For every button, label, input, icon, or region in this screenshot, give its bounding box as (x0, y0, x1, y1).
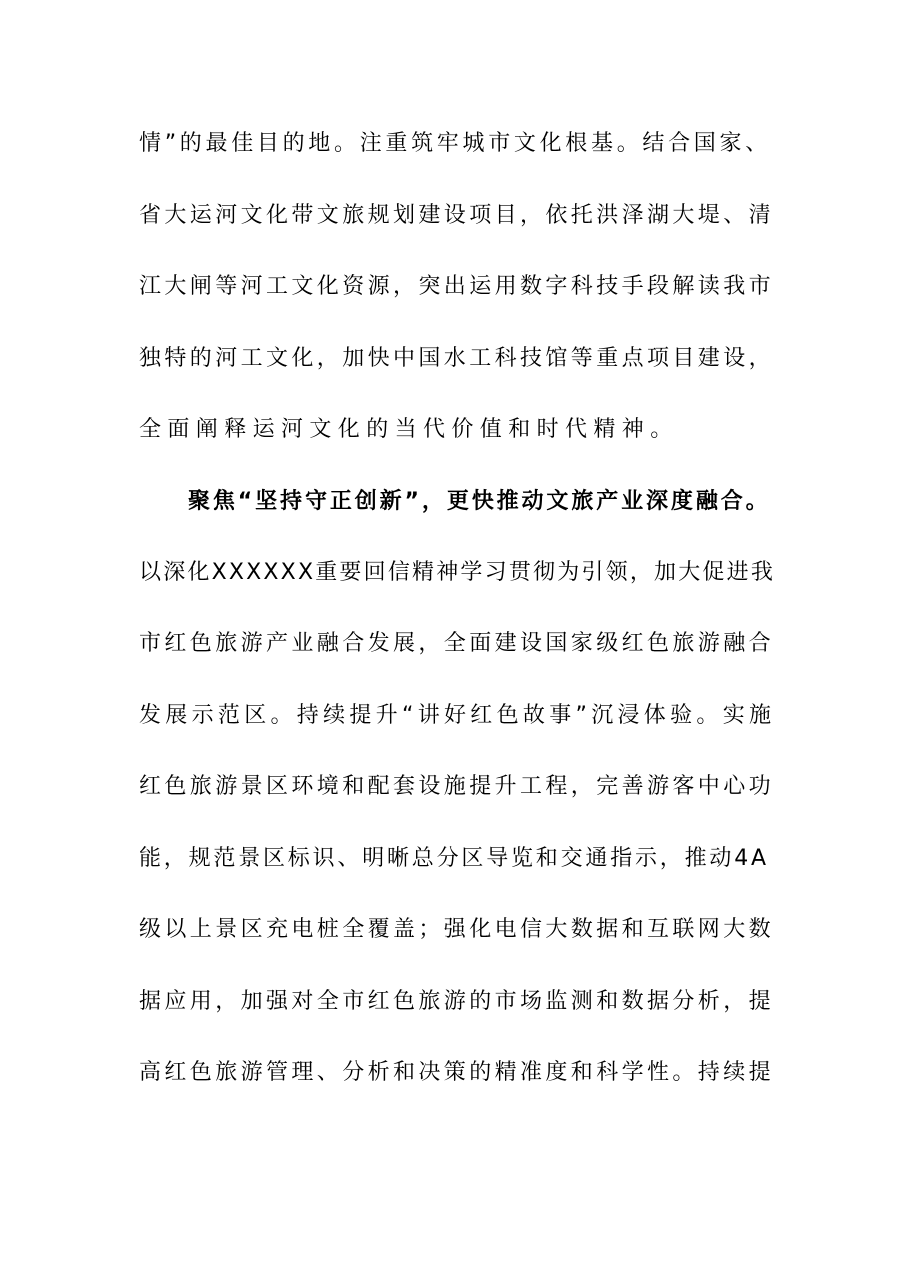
paragraph-line: 情”的最佳目的地。注重筑牢城市文化根基。结合国家、 (139, 131, 771, 156)
paragraph-line: 能，规范景区标识、明晰总分区导览和交通指示，推动4A (139, 846, 769, 871)
paragraph-line: 据应用，加强对全市红色旅游的市场监测和数据分析，提 (139, 989, 775, 1014)
paragraph-line: 江大闸等河工文化资源，突出运用数字科技手段解读我市 (139, 274, 775, 299)
section-heading: 聚焦“坚持守正创新”，更快推动文旅产业深度融合。 (188, 489, 771, 514)
paragraph-line: 级以上景区充电桩全覆盖；强化电信大数据和互联网大数 (139, 917, 775, 942)
paragraph-line: 市红色旅游产业融合发展，全面建设国家级红色旅游融合 (139, 631, 775, 656)
paragraph-line: 独特的河工文化，加快中国水工科技馆等重点项目建设， (139, 346, 775, 371)
paragraph-line: 红色旅游景区环境和配套设施提升工程，完善游客中心功 (139, 774, 775, 799)
paragraph-line: 省大运河文化带文旅规划建设项目，依托洪泽湖大堤、清 (139, 203, 775, 228)
paragraph-line: 以深化XXXXXX重要回信精神学习贯彻为引领，加大促进我 (139, 560, 776, 585)
paragraph-line: 高红色旅游管理、分析和决策的精准度和科学性。持续提 (139, 1060, 775, 1085)
paragraph-line: 发展示范区。持续提升“讲好红色故事”沉浸体验。实施 (139, 703, 776, 728)
paragraph-line: 全面阐释运河文化的当代价值和时代精神。 (139, 417, 679, 442)
